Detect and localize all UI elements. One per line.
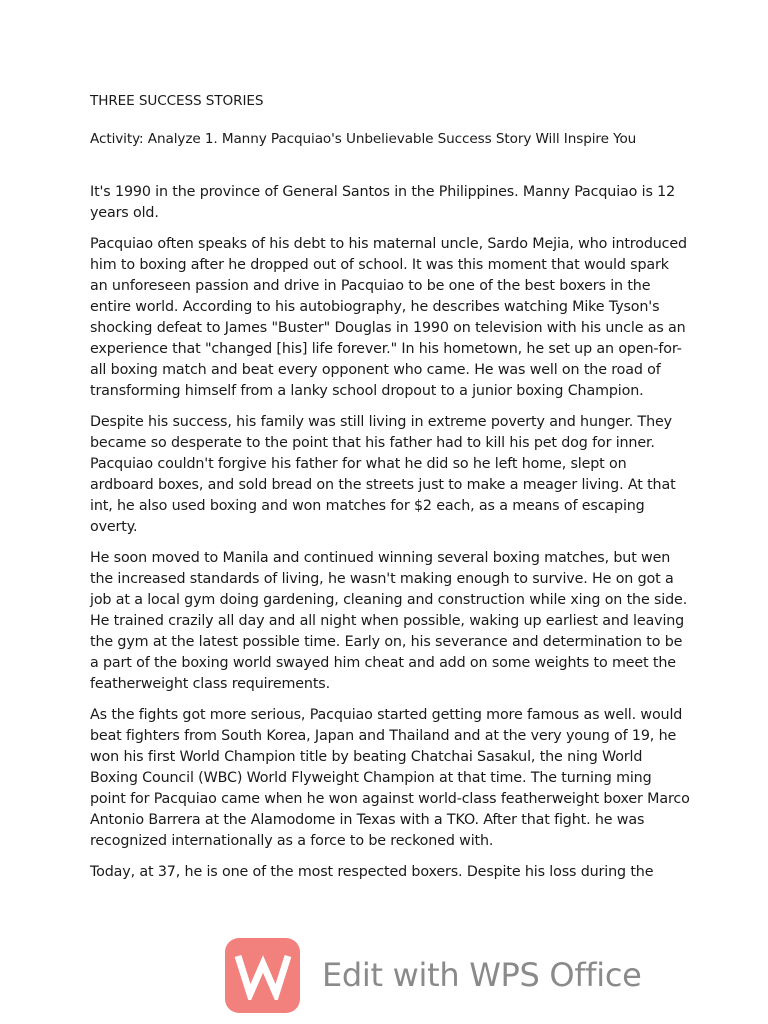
paragraph-3: Despite his success, his family was still living in extreme poverty and hunger. They became so desperate to the point that his father had to kill his pet dog for inner. Pacquiao couldn't forgive his father for what he did so he left home, slept on ardboard boxes, and sold bread on the streets just to make a meager living. At that int, he also used boxing and won matches for $2 each, as a means of escaping overty. (90, 414, 676, 535)
document-subtitle: Activity: Analyze 1. Manny Pacquiao's Unbelievable Success Story Will Inspire You (90, 131, 637, 147)
paragraph-2: Pacquiao often speaks of his debt to his maternal uncle, Sardo Mejia, who introduced him to boxing after he dropped out of school. It was this moment that would spark an unforeseen passion and drive in Pacquiao to be one of the best boxers in the entire world. According to his autobiography, he describes watching Mike Tyson's shocking defeat to James "Buster" Douglas in 1990 on television with his uncle as an experience that "changed [his] life forever." In his hometown, he set up an open-for-all boxing match and beat every opponent who came. He was well on the road of transforming himself from a lanky school dropout to a junior boxing Champion. (90, 236, 687, 399)
paragraph-1: It's 1990 in the province of General Santos in the Philippines. Manny Pacquiao is 12 years old. (90, 184, 676, 221)
document-page (90, 92, 690, 893)
document-title: THREE SUCCESS STORIES (90, 93, 264, 109)
wps-logo-icon (225, 938, 300, 1013)
paragraph-6: Today, at 37, he is one of the most respected boxers. Despite his loss during the (90, 864, 654, 880)
paragraph-5: As the fights got more serious, Pacquiao started getting more famous as well. would beat fighters from South Korea, Japan and Thailand and at the very young of 19, he won his first World Champion title by beating Chatchai Sasakul, the ning World Boxing Council (WBC) World Flyweight Champion at that time. The turning ming point for Pacquiao came when he won against world-class featherweight boxer Marco Antonio Barrera at the Alamodome in Texas with a TKO. After that fight. he was recognized internationally as a force to be reckoned with. (90, 707, 690, 849)
edit-with-wps-banner[interactable] (225, 935, 642, 1015)
edit-with-wps-label: Edit with WPS Office (322, 956, 642, 994)
paragraph-4: He soon moved to Manila and continued winning several boxing matches, but wen the increased standards of living, he wasn't making enough to survive. He on got a job at a local gym doing gardening, cleaning and construction while xing on the side. He trained crazily all day and all night when possible, waking up earliest and leaving the gym at the latest possible time. Early on, his severance and determination to be a part of the boxing world swayed him cheat and add on some weights to meet the featherweight class requirements. (90, 550, 688, 692)
